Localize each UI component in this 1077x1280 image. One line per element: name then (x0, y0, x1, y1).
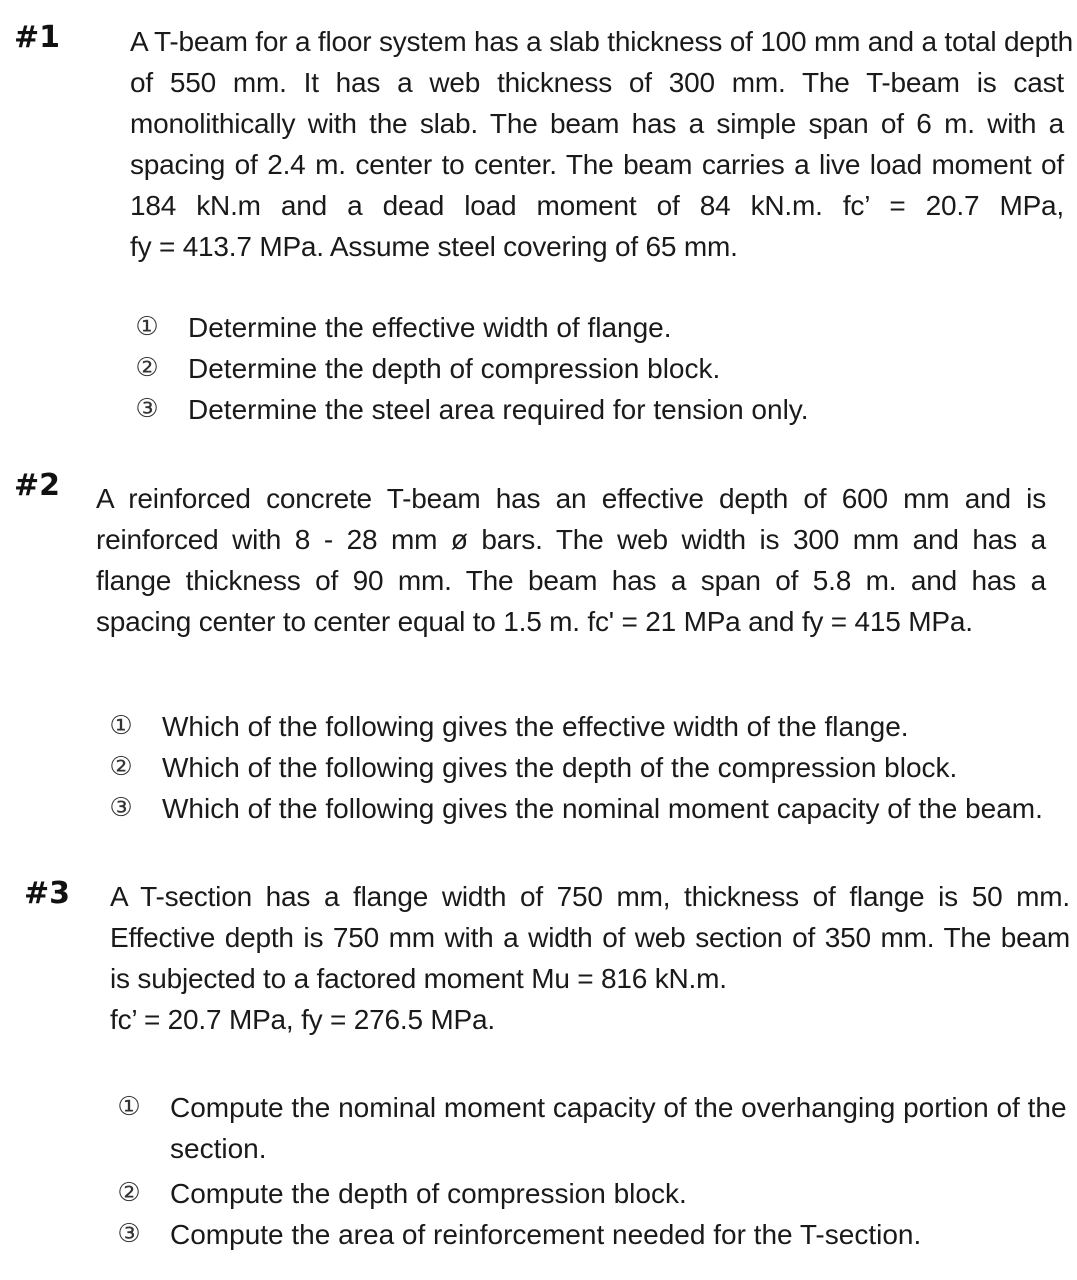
question-text: Determine the depth of compression block. (188, 353, 721, 384)
question-item (112, 1173, 1070, 1214)
question-item (112, 1214, 1070, 1255)
circled-number-icon: ② (109, 752, 133, 782)
problem-number: #2 (14, 468, 61, 503)
statement-line: Effective depth is 750 mm with a width of web section of 350 mm. The beam (110, 922, 1070, 953)
problem-number: #1 (14, 20, 61, 55)
circled-number-icon: ① (135, 312, 159, 342)
question-item (130, 389, 1060, 430)
statement-line: is subjected to a factored moment Mu = 816 kN.m. (110, 963, 727, 994)
statement-line: A T-beam for a floor system has a slab thickness of 100 mm and a total depth (130, 26, 1074, 57)
statement-line: flange thickness of 90 mm. The beam has a span of 5.8 m. and has a (96, 565, 1046, 596)
circled-number-icon: ③ (117, 1219, 141, 1249)
question-item (104, 706, 1064, 747)
problem-number: #3 (24, 876, 71, 911)
question-item (104, 788, 1064, 829)
statement-line: spacing of 2.4 m. center to center. The beam carries a live load moment of (130, 149, 1064, 180)
problem-statement (96, 478, 1046, 642)
statement-line: of 550 mm. It has a web thickness of 300 mm. The T-beam is cast (130, 67, 1064, 98)
statement-line: spacing center to center equal to 1.5 m. fc' = 21 MPa and fy = 415 MPa. (96, 606, 973, 637)
problem-statement (130, 21, 1074, 267)
statement-line: A reinforced concrete T-beam has an effective depth of 600 mm and is (96, 483, 1046, 514)
question-item (104, 747, 1064, 788)
question-list (104, 706, 1064, 829)
problem-statement (110, 876, 1070, 1040)
statement-line: 184 kN.m and a dead load moment of 84 kN.m. fc’ = 20.7 MPa, (130, 190, 1064, 221)
question-item (112, 1087, 1070, 1169)
circled-number-icon: ② (117, 1178, 141, 1208)
circled-number-icon: ③ (135, 394, 159, 424)
statement-line: fy = 413.7 MPa. Assume steel covering of 65 mm. (130, 231, 738, 262)
question-text: Determine the effective width of flange. (188, 312, 672, 343)
circled-number-icon: ③ (109, 793, 133, 823)
question-item (130, 348, 1060, 389)
circled-number-icon: ① (109, 711, 133, 741)
statement-line: fc’ = 20.7 MPa, fy = 276.5 MPa. (110, 1004, 495, 1035)
question-text: Determine the steel area required for tension only. (188, 394, 809, 425)
question-list (112, 1087, 1070, 1255)
statement-line: monolithically with the slab. The beam has a simple span of 6 m. with a (130, 108, 1064, 139)
question-text: Which of the following gives the depth of the compression block. (162, 752, 958, 783)
question-text: Which of the following gives the nominal moment capacity of the beam. (162, 793, 1043, 824)
circled-number-icon: ① (117, 1092, 141, 1122)
question-text: Which of the following gives the effective width of the flange. (162, 711, 909, 742)
statement-line: reinforced with 8 - 28 mm ø bars. The web width is 300 mm and has a (96, 524, 1046, 555)
question-text: Compute the area of reinforcement needed for the T-section. (170, 1219, 922, 1250)
question-item (130, 307, 1060, 348)
circled-number-icon: ② (135, 353, 159, 383)
question-list (130, 307, 1060, 430)
question-text: Compute the nominal moment capacity of the overhanging portion of the section. (170, 1092, 1067, 1164)
statement-line: A T-section has a flange width of 750 mm, thickness of flange is 50 mm. (110, 881, 1070, 912)
question-text: Compute the depth of compression block. (170, 1178, 687, 1209)
